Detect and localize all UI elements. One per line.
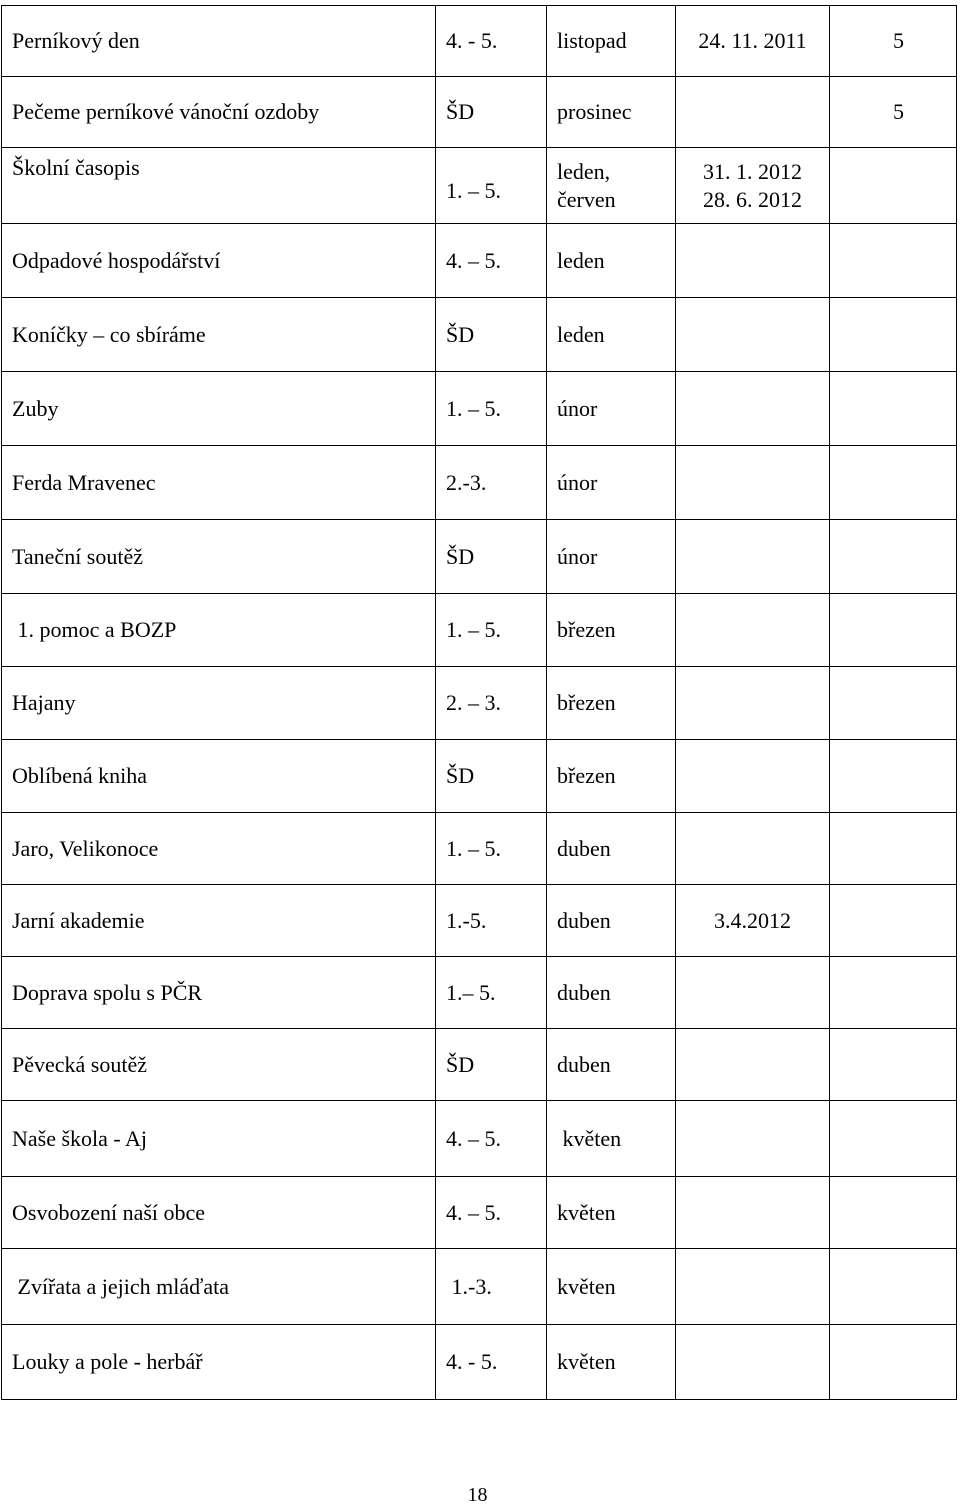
table-row (2, 813, 957, 885)
table-row (2, 77, 957, 148)
table-row (2, 1101, 957, 1177)
project-name-cell: Louky a pole - herbář (2, 1325, 436, 1400)
project-name-cell: Perníkový den (2, 6, 436, 77)
month-cell: prosinec (547, 77, 676, 148)
table-row (2, 957, 957, 1029)
month-cell: leden, červen (547, 148, 676, 224)
count-cell (830, 1029, 957, 1101)
project-name-cell: Osvobození naší obce (2, 1177, 436, 1249)
schedule-body (2, 6, 957, 1400)
month-cell: leden (547, 224, 676, 298)
count-cell (830, 1177, 957, 1249)
grade-cell: 2. – 3. (436, 667, 547, 740)
date-cell (676, 740, 830, 813)
count-cell: 5 (830, 77, 957, 148)
table-row (2, 667, 957, 740)
month-cell: leden (547, 298, 676, 372)
date-cell (676, 813, 830, 885)
date-cell (676, 1325, 830, 1400)
table-row (2, 148, 957, 224)
count-cell (830, 594, 957, 667)
grade-cell: 4. – 5. (436, 1177, 547, 1249)
table-row (2, 224, 957, 298)
project-name-cell: Oblíbená kniha (2, 740, 436, 813)
month-cell: únor (547, 520, 676, 594)
month-cell: duben (547, 1029, 676, 1101)
date-cell (676, 77, 830, 148)
project-name-cell: Hajany (2, 667, 436, 740)
project-name-cell: Naše škola - Aj (2, 1101, 436, 1177)
grade-cell: 1. – 5. (436, 813, 547, 885)
count-cell (830, 957, 957, 1029)
grade-cell: 2.-3. (436, 446, 547, 520)
table-row (2, 1177, 957, 1249)
grade-cell: 1. – 5. (436, 372, 547, 446)
project-name-cell: Zuby (2, 372, 436, 446)
month-cell: duben (547, 885, 676, 957)
grade-cell: 4. – 5. (436, 224, 547, 298)
project-name-cell: Pečeme perníkové vánoční ozdoby (2, 77, 436, 148)
table-row (2, 6, 957, 77)
count-cell: 5 (830, 6, 957, 77)
project-name-cell: Ferda Mravenec (2, 446, 436, 520)
month-cell: květen (547, 1101, 676, 1177)
project-name-cell: 1. pomoc a BOZP (2, 594, 436, 667)
count-cell (830, 298, 957, 372)
table-row (2, 885, 957, 957)
grade-cell: 4. - 5. (436, 6, 547, 77)
month-cell: květen (547, 1325, 676, 1400)
project-name-cell: Taneční soutěž (2, 520, 436, 594)
count-cell (830, 885, 957, 957)
project-name-cell: Školní časopis (2, 148, 436, 224)
project-name-cell: Jarní akademie (2, 885, 436, 957)
month-cell: duben (547, 813, 676, 885)
grade-cell: ŠD (436, 740, 547, 813)
count-cell (830, 224, 957, 298)
date-cell (676, 1249, 830, 1325)
month-cell: únor (547, 446, 676, 520)
project-name-cell: Koníčky – co sbíráme (2, 298, 436, 372)
project-name-cell: Odpadové hospodářství (2, 224, 436, 298)
grade-cell: 1. – 5. (436, 594, 547, 667)
date-cell (676, 594, 830, 667)
grade-cell: 4. - 5. (436, 1325, 547, 1400)
project-name-cell: Pěvecká soutěž (2, 1029, 436, 1101)
count-cell (830, 1249, 957, 1325)
date-cell (676, 1029, 830, 1101)
table-row (2, 1249, 957, 1325)
project-name-cell: Jaro, Velikonoce (2, 813, 436, 885)
month-cell: březen (547, 667, 676, 740)
date-cell: 3.4.2012 (676, 885, 830, 957)
page-number: 18 (467, 1484, 488, 1506)
date-cell (676, 298, 830, 372)
count-cell (830, 446, 957, 520)
grade-cell: ŠD (436, 298, 547, 372)
date-cell (676, 372, 830, 446)
table-row (2, 1029, 957, 1101)
grade-cell: ŠD (436, 1029, 547, 1101)
project-name-cell: Doprava spolu s PČR (2, 957, 436, 1029)
date-cell (676, 1101, 830, 1177)
count-cell (830, 1325, 957, 1400)
count-cell (830, 1101, 957, 1177)
grade-cell: 1.-5. (436, 885, 547, 957)
count-cell (830, 520, 957, 594)
grade-cell: ŠD (436, 77, 547, 148)
project-name-cell: Zvířata a jejich mláďata (2, 1249, 436, 1325)
grade-cell: 1.-3. (436, 1249, 547, 1325)
date-cell: 24. 11. 2011 (676, 6, 830, 77)
grade-cell: 1.– 5. (436, 957, 547, 1029)
month-cell: listopad (547, 6, 676, 77)
table-row (2, 298, 957, 372)
date-cell (676, 1177, 830, 1249)
date-cell (676, 446, 830, 520)
date-cell: 31. 1. 2012 28. 6. 2012 (676, 148, 830, 224)
count-cell (830, 148, 957, 224)
count-cell (830, 740, 957, 813)
month-cell: květen (547, 1177, 676, 1249)
month-cell: březen (547, 740, 676, 813)
table-row (2, 740, 957, 813)
date-cell (676, 224, 830, 298)
table-row (2, 446, 957, 520)
month-cell: březen (547, 594, 676, 667)
count-cell (830, 667, 957, 740)
table-row (2, 594, 957, 667)
grade-cell: 4. – 5. (436, 1101, 547, 1177)
date-cell (676, 957, 830, 1029)
project-schedule-table (1, 5, 957, 1400)
count-cell (830, 813, 957, 885)
month-cell: květen (547, 1249, 676, 1325)
grade-cell: 1. – 5. (436, 148, 547, 224)
date-cell (676, 667, 830, 740)
table-row (2, 520, 957, 594)
month-cell: duben (547, 957, 676, 1029)
count-cell (830, 372, 957, 446)
grade-cell: ŠD (436, 520, 547, 594)
date-cell (676, 520, 830, 594)
table-row (2, 372, 957, 446)
month-cell: únor (547, 372, 676, 446)
table-row (2, 1325, 957, 1400)
